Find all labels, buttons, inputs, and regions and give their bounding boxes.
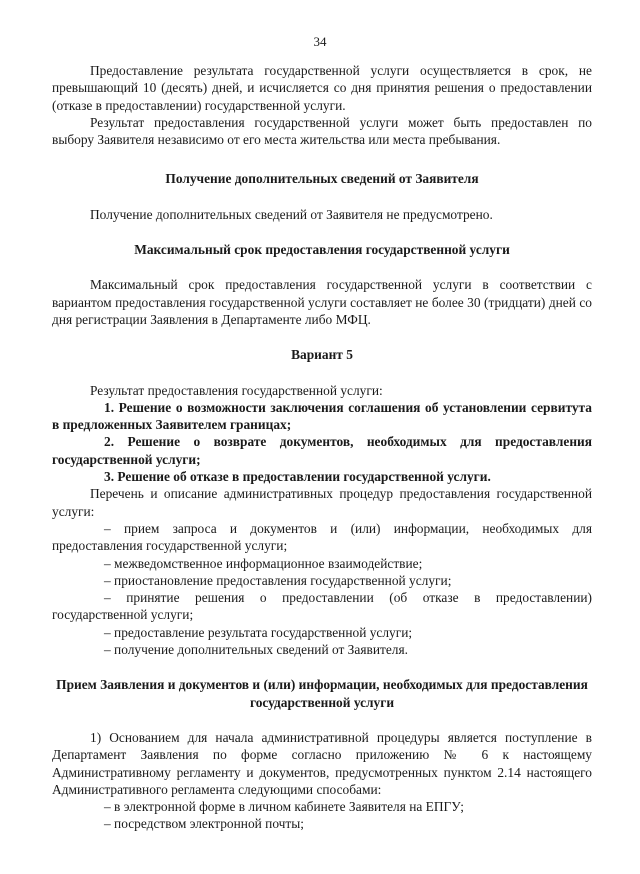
heading-max-term: Максимальный срок предоставления государственной услуги <box>134 242 510 258</box>
paragraph-result-intro: Результат предоставления государственной услуги: <box>90 382 383 398</box>
page-number: 34 <box>313 34 327 49</box>
paragraph-basis: 1) Основанием для начала административной процедуры является поступление в Департамент Заявления по форме согласно приложению № 6 к настоящему Административному регламенту и документов, предусмотренных пунктом 2.14 настоящего Административного регламента следующими способами: <box>52 729 592 797</box>
procedure-item-1: – прием запроса и документов и (или) информации, необходимых для предоставления государственной услуги; <box>52 520 592 555</box>
page-body <box>52 62 592 833</box>
result-item-2: 2. Решение о возврате документов, необходимых для предоставления государственной услуги; <box>52 434 592 467</box>
result-item-3: 3. Решение об отказе в предоставлении государственной услуги. <box>104 469 491 485</box>
paragraph-result-place: Результат предоставления государственной услуги может быть предоставлен по выбору Заявителя независимо от его места жительства или места пребывания. <box>52 114 592 148</box>
procedure-item-3: – приостановление предоставления государственной услуги; <box>52 572 592 589</box>
paragraph-additional-info: Получение дополнительных сведений от Заявителя не предусмотрено. <box>90 206 493 222</box>
result-item-1: 1. Решение о возможности заключения соглашения об установлении сервитута в предложенных Заявителем границах; <box>52 399 592 433</box>
procedure-item-6: – получение дополнительных сведений от Заявителя. <box>52 641 592 658</box>
heading-variant-5: Вариант 5 <box>291 347 353 363</box>
paragraph-procedures-intro: Перечень и описание административных процедур предоставления государственной услуги: <box>52 486 592 519</box>
procedure-item-4: – принятие решения о предоставлении (об отказе в предоставлении) государственной услуги; <box>52 589 592 624</box>
method-item-1: – в электронной форме в личном кабинете Заявителя на ЕПГУ; <box>52 798 592 815</box>
paragraph-result-deadline: Предоставление результата государственной услуги осуществляется в срок, не превышающий 10 (десять) дней, и исчисляется со дня принятия решения о предоставлении (отказе в предоставлении) государственной услуги. <box>52 63 592 113</box>
procedure-item-5: – предоставление результата государственной услуги; <box>52 624 592 641</box>
procedure-item-2: – межведомственное информационное взаимодействие; <box>52 555 592 572</box>
method-item-2: – посредством электронной почты; <box>52 815 592 832</box>
heading-reception: Прием Заявления и документов и (или) информации, необходимых для предоставления государственной услуги <box>56 677 588 710</box>
heading-additional-info: Получение дополнительных сведений от Заявителя <box>165 171 479 187</box>
paragraph-max-term: Максимальный срок предоставления государственной услуги в соответствии с вариантом предоставления государственной услуги составляет не более 30 (тридцати) дней со дня регистрации Заявления в Департаменте либо МФЦ. <box>52 277 592 327</box>
